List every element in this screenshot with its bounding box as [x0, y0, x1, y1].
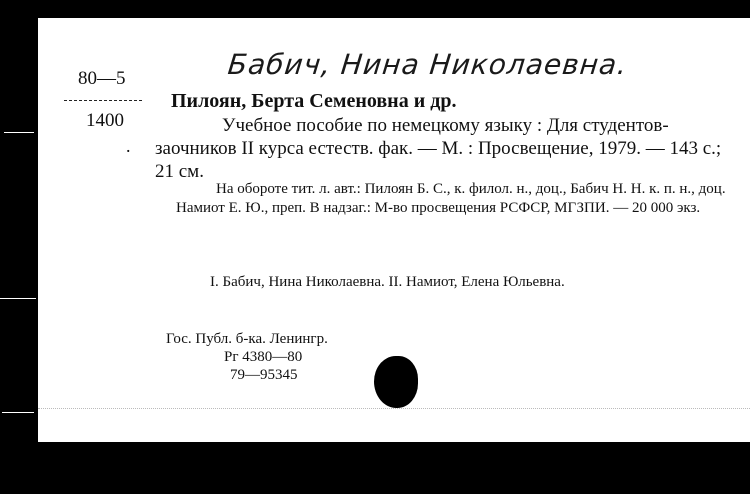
scan-left-border — [0, 0, 38, 494]
edge-mark — [0, 298, 36, 299]
holder-line: Гос. Публ. б-ка. Ленингр. — [166, 331, 328, 347]
holder-line: Рг 4380—80 — [224, 349, 303, 365]
title-block: Учебное пособие по немецкому языку : Для студентов-заочников II курса естеств. фак. — М. : Просвещение, 1979. — 143 с.; 21 см. — [155, 115, 722, 182]
holding-library — [166, 330, 328, 384]
classmark-rule — [64, 100, 142, 101]
edge-mark — [2, 412, 34, 413]
author-heading: Пилоян, Берта Семеновна и др. — [171, 90, 457, 112]
dotted-line — [38, 408, 750, 409]
catalog-card — [38, 18, 750, 442]
ink-blot — [374, 356, 418, 408]
handwritten-name: Бабич, Нина Николаевна. — [226, 48, 629, 81]
holder-line: 79—95345 — [230, 367, 298, 383]
side-mark: . — [126, 136, 131, 156]
edge-mark — [4, 132, 34, 133]
tracings: I. Бабич, Нина Николаевна. II. Намиот, Елена Юльевна. — [210, 274, 565, 290]
scan-bottom-border — [0, 442, 750, 494]
accession-number: 1400 — [86, 110, 124, 131]
bibliographic-note: На обороте тит. л. авт.: Пилоян Б. С., к. филол. н., доц., Бабич Н. Н. к. п. н., доц. Намиот Е. Ю., преп. В надзаг.: М-во просвещения РСФСР, МГЗПИ. — 20 000 экз. — [176, 181, 726, 216]
classmark: 80—5 — [78, 68, 126, 89]
